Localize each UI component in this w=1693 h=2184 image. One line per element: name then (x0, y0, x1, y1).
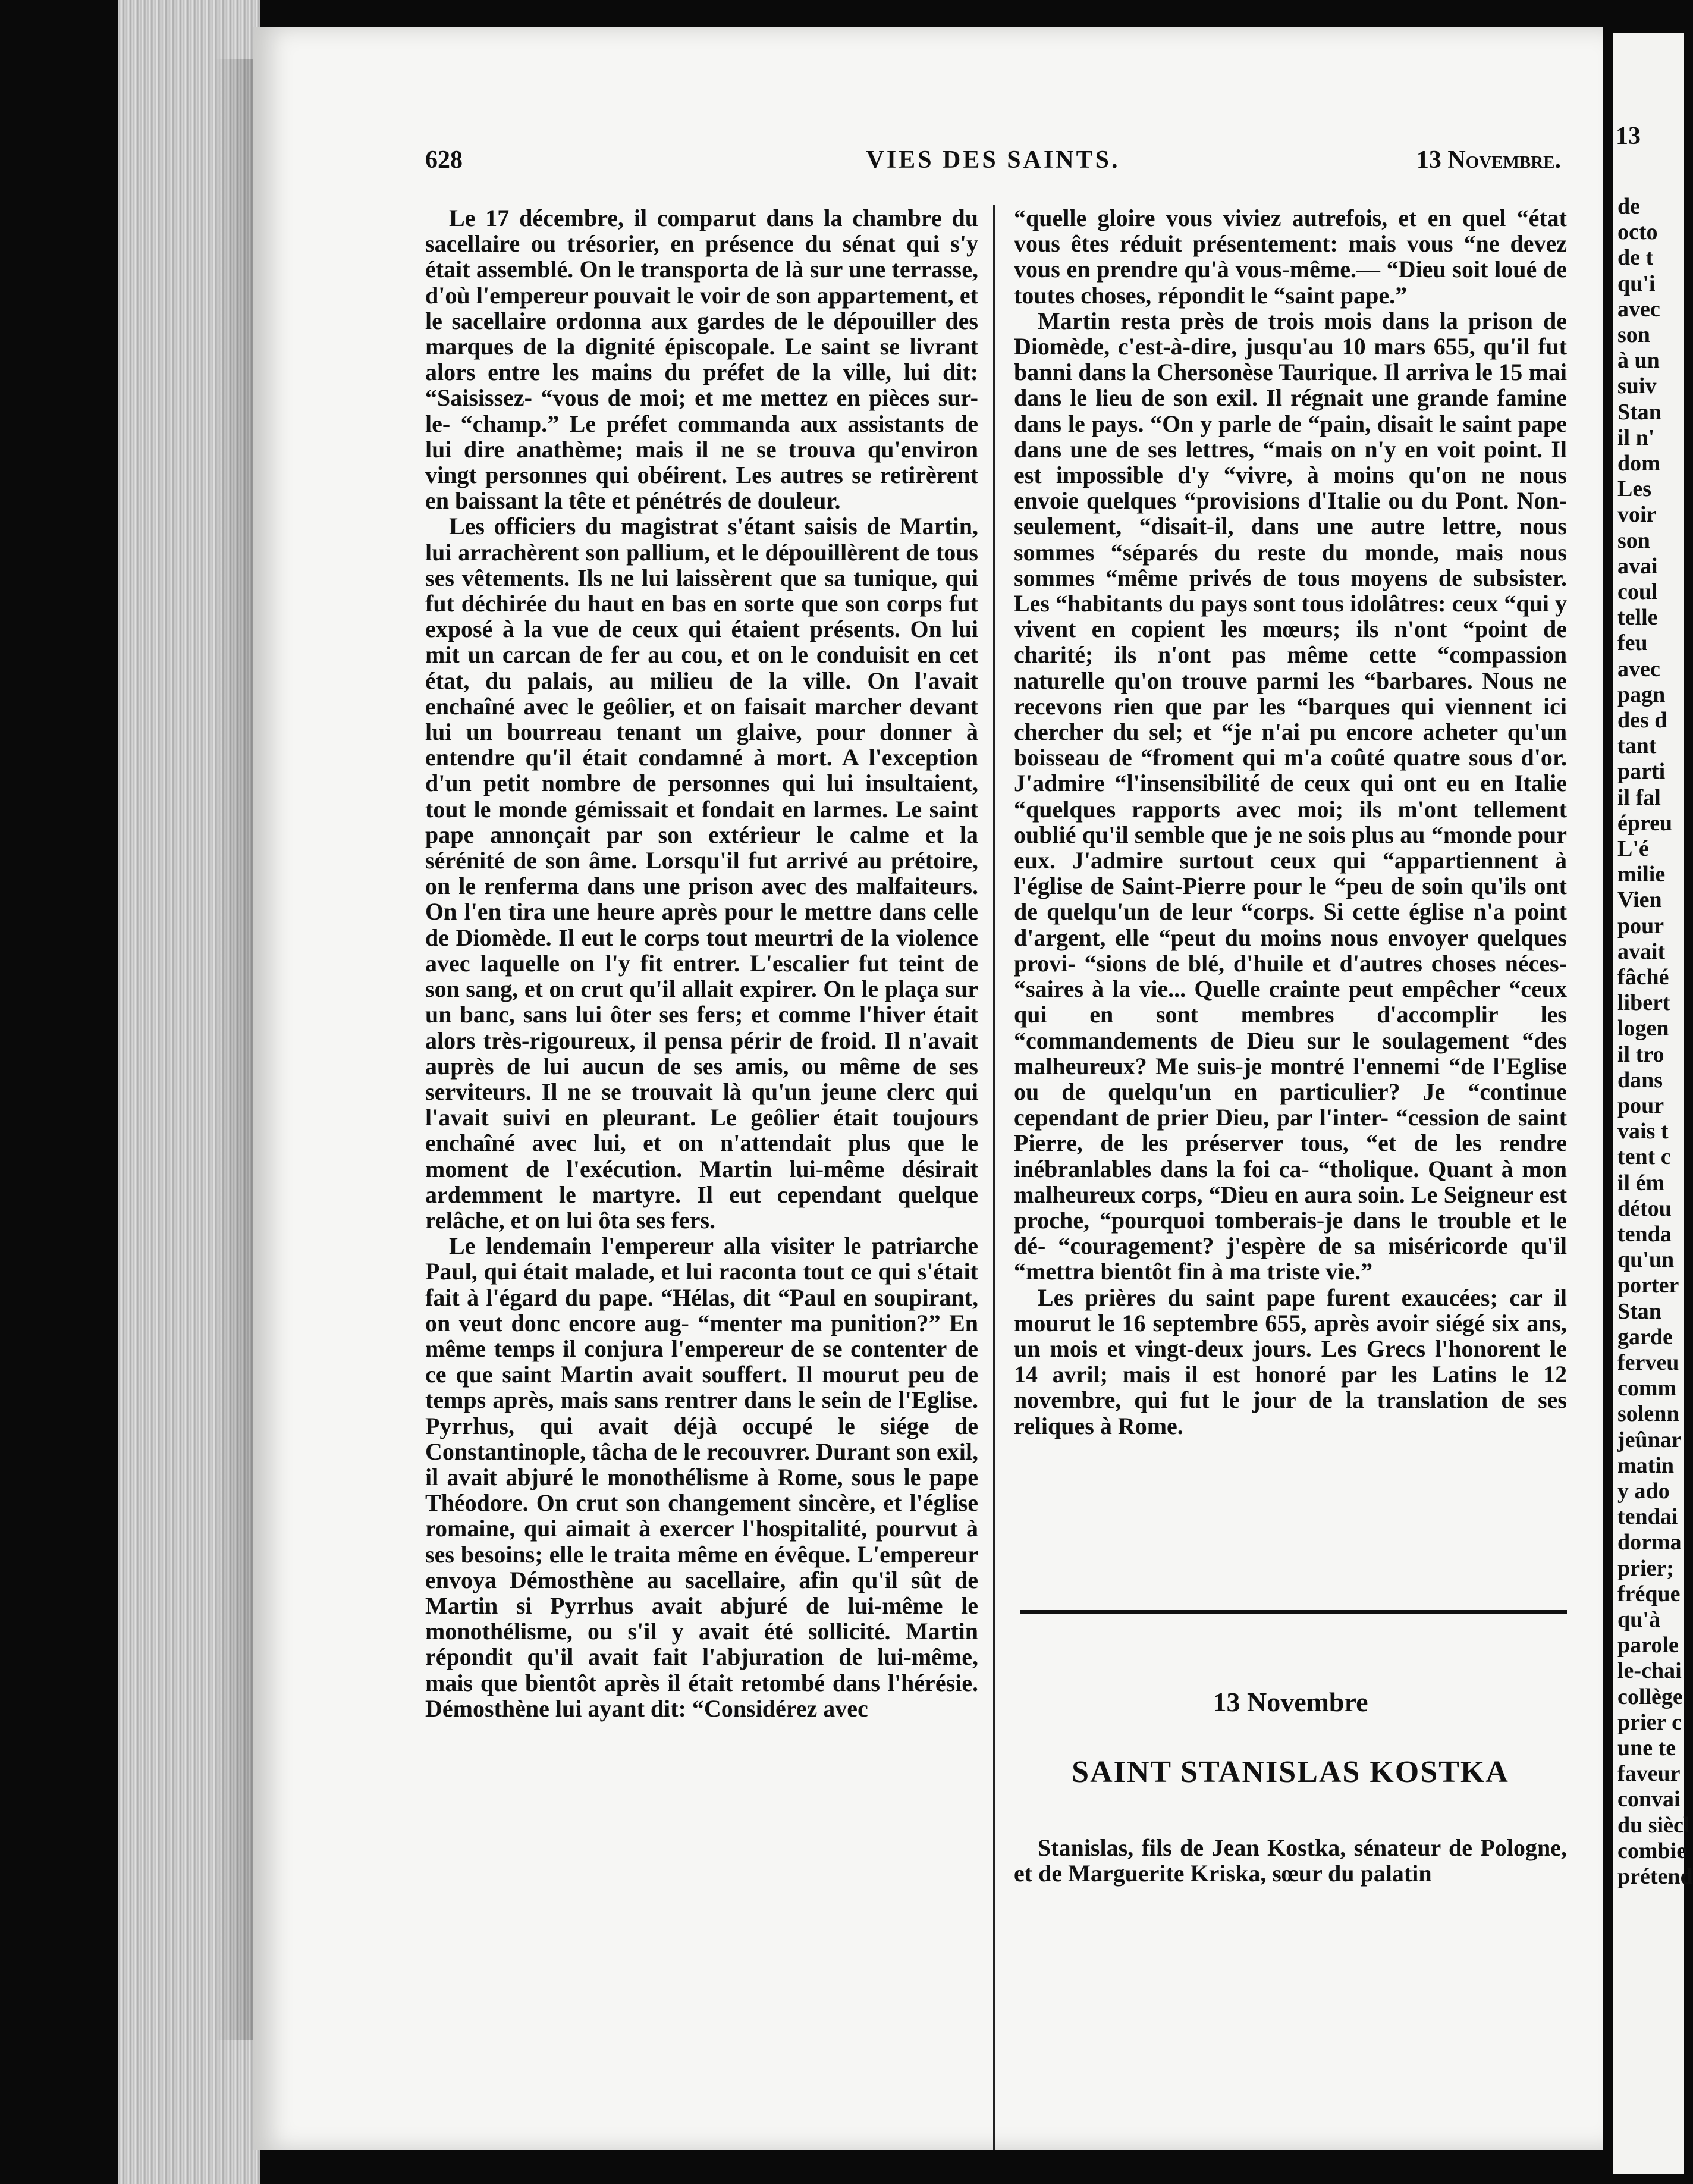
next-page-line: avait (1617, 939, 1666, 964)
page-number: 628 (425, 146, 463, 174)
next-page-line: de t (1617, 245, 1654, 271)
next-page-line: fréque (1617, 1581, 1681, 1606)
next-page-line: prier; (1617, 1555, 1674, 1581)
next-page-line: coul (1617, 579, 1658, 604)
next-page-line: vais t (1617, 1119, 1669, 1144)
next-page-line: Vien (1617, 887, 1662, 913)
next-page-line: dom (1617, 451, 1660, 476)
next-page-line: suiv (1617, 374, 1657, 399)
next-page-line: avec (1617, 656, 1660, 682)
next-page-line: Stan (1617, 399, 1661, 425)
next-page-line: garde (1617, 1324, 1673, 1350)
next-page-line: des d (1617, 708, 1667, 733)
paragraph: Les prières du saint pape furent exaucées; car il mourut le 16 septembre 655, après avoir siégé six ans, un mois et vingt-deux jours. Les Grecs l'honorent le 14 avril; mais il est honoré par les Latins le 12 novembre, qui fut le jour de la translation de ses reliques à Rome. (1014, 1284, 1567, 1439)
next-page-line: convai (1617, 1787, 1681, 1812)
section-divider (1020, 1610, 1567, 1614)
next-page-line: avec (1617, 296, 1660, 322)
next-page-line: de (1617, 194, 1640, 219)
next-page-line: il fal (1617, 785, 1661, 810)
next-page-line: feu (1617, 630, 1648, 656)
next-page-line: collège (1617, 1684, 1683, 1709)
next-page-line: il n' (1617, 425, 1655, 450)
next-page-line: dans (1617, 1067, 1663, 1093)
next-page-line: détou (1617, 1195, 1672, 1221)
next-page-line: épreu (1617, 810, 1673, 836)
next-page-line: son (1617, 528, 1650, 553)
next-page-line: solenn (1617, 1401, 1679, 1427)
paragraph: Le 17 décembre, il comparut dans la chambre du sacellaire ou trésorier, en présence du sénat qui s'y était assemblé. On le transporta de là sur une terrasse, d'où l'empereur pouvait le voir de son appartement, et le sacellaire ordonna aux gardes de le dépouiller des marques de la dignité épiscopale. Le saint se livrant alors entre les mains du préfet de la ville, lui dit: “Saisissez- “vous de moi; et me mettez en pièces sur-le- “champ.” Le préfet commanda aux assistants de lui dire anathème; mais il ne se trouva qu'environ vingt personnes qui obéirent. Les autres se retirèrent en baissant la tête et pénétrés de douleur. (425, 205, 978, 514)
next-page-line: il tro (1617, 1041, 1664, 1067)
next-page-line: le-chai (1617, 1658, 1682, 1684)
paragraph: Les officiers du magistrat s'étant saisis de Martin, lui arrachèrent son pallium, et le dépouillèrent de tous ses vêtements. Ils ne lui laissèrent que sa tunique, qui fut déchirée du haut en bas en sorte que son corps fut exposé à la vue de ceux qui étaient présents. On lui mit un carcan de fer au cou, et on le conduisit en cet état, du palais, au milieu de la ville. On l'avait enchaîné avec le geôlier, et on faisait marcher devant lui un bourreau tenant un glaive, pour donner à entendre qu'il était condamné à mort. A l'exception d'un petit nombre de personnes qui lui insultaient, tout le monde gémissait et fondait en larmes. Le saint pape annonçait par son extérieur le calme et la sérénité de son âme. Lorsqu'il fut arrivé au prétoire, on le renferma dans une prison avec des malfaiteurs. On l'en tira une heure après pour le mettre dans celle de Diomède. Il eut le corps tout meurtri de la violence avec laquelle on l'y fit entrer. L'escalier fut teint de son sang, et on crut qu'il allait expirer. On le plaça sur un banc, sans lui ôter ses fers; et comme l'hiver était alors très-rigoureux, il pensa périr de froid. Il n'avait auprès de lui aucun de ses amis, ou même de ses serviteurs. Il ne se trouvait là qu'un jeune clerc qui l'avait suivi en pleurant. Le geôlier était toujours enchaîné avec lui, et on n'attendait plus que le moment de l'exécution. Martin lui-même désirait ardemment le martyre. Il eut cependant quelque relâche, et on lui ôta ses fers. (425, 513, 978, 1234)
book-page (253, 27, 1603, 2150)
next-page-line: libert (1617, 990, 1670, 1016)
next-page-line: y ado (1617, 1479, 1670, 1504)
next-page-line: qu'à (1617, 1607, 1660, 1632)
next-page-line: prétend (1617, 1864, 1693, 1889)
next-page-line: Stan (1617, 1298, 1661, 1324)
next-page-line: Les (1617, 476, 1651, 502)
section-text (1014, 1835, 1567, 1886)
next-page-line: logen (1617, 1016, 1669, 1041)
next-page-line: tant (1617, 733, 1657, 759)
next-page-line: ferveu (1617, 1350, 1679, 1375)
running-title: VIES DES SAINTS. (866, 146, 1120, 174)
next-page-line: pagn (1617, 682, 1666, 707)
next-page-line: jeûnar (1617, 1427, 1682, 1452)
next-page-line: tenda (1617, 1222, 1672, 1247)
next-page-line: fâché (1617, 965, 1669, 990)
next-page-line: comm (1617, 1376, 1677, 1401)
paragraph: Martin resta près de trois mois dans la prison de Diomède, c'est-à-dire, jusqu'au 10 mars 655, qu'il fut banni dans la Chersonèse Taurique. Il arriva le 15 mai dans le lieu de son exil. Il régnait une grande famine dans le pays. “On y parle de “pain, disait le saint pape dans une de ses lettres, “mais on n'y en voit point. Il est impossible d'y “vivre, à moins qu'on ne nous envoie quelques “provisions d'Italie ou du Pont. Non-seulement, “disait-il, dans une autre lettre, nous sommes “séparés du reste du monde, mais nous sommes “même privés de tous moyens de subsister. Les “habitants du pays sont tous idolâtres: ceux “qui y vivent en copient les mœurs; ils n'ont “point de charité; ils n'ont pas même cette “compassion naturelle qu'on trouve parmi les “barbares. Nous ne recevons rien que par les “barques qui viennent ici chercher du sel; et “je n'ai pu encore acheter qu'un boisseau de “froment qui m'a coûté quatre sous d'or. J'admire “l'insensibilité de ceux qui ont eu en Italie “quelques rapports avec moi; ils m'ont tellement oublié qu'il semble que je ne sois plus au “monde pour eux. J'admire surtout ceux qui “appartiennent à l'église de Saint-Pierre pour le “peu de soin qu'ils ont de quelqu'un de leur “corps. Si cette église n'a point d'argent, elle “peut du moins nous envoyer quelques provi- “sions de blé, d'huile et d'autres choses néces- “saires à la vie... Quelle crainte peut empêcher “ceux qui en sont membres d'accomplir les “commandements de Dieu sur le soulagement “des malheureux? Me suis-je montré l'ennemi “de l'Eglise ou de quelqu'un en particulier? Je “continue cependant de prier Dieu, par l'inter- “cession de saint Pierre, de les préserver tous, “et de les rendre inébranlables dans la foi ca- “tholique. Quant à mon malheureux corps, “Dieu en aura soin. Le Seigneur est proche, “pourquoi tomberais-je dans le trouble et le dé- “couragement? j'espère de sa miséricorde qu'il “mettra bientôt fin à ma triste vie.” (1014, 307, 1567, 1285)
next-page-line: du siècl (1617, 1812, 1690, 1838)
next-page-line: telle (1617, 605, 1658, 630)
next-page-line: à un (1617, 348, 1660, 374)
saint-title: SAINT STANISLAS KOSTKA (1072, 1755, 1509, 1789)
next-page-line: parti (1617, 759, 1666, 785)
running-header (425, 146, 1561, 181)
feast-date: 13 Novembre (1213, 1687, 1368, 1717)
next-page-line: tendai (1617, 1504, 1678, 1530)
next-page-line: faveur (1617, 1761, 1681, 1787)
paragraph: “quelle gloire vous viviez autrefois, et en quel “état vous êtes réduit présentement: mais vous “ne devez vous en prendre qu'à vous-même.— “Dieu soit loué de toutes choses, répondit le “saint pape.” (1014, 205, 1567, 309)
next-page-line: porter (1617, 1273, 1679, 1298)
next-page-line: combie (1617, 1838, 1687, 1863)
next-page-line: parole (1617, 1633, 1679, 1658)
next-page-fragment (1613, 33, 1693, 2174)
next-page-line: pour (1617, 1093, 1664, 1118)
next-page-line: qu'un (1617, 1247, 1675, 1273)
next-page-line: tent c (1617, 1144, 1671, 1170)
right-column (1014, 205, 1567, 1439)
next-page-line: il ém (1617, 1170, 1665, 1195)
next-page-line: milie (1617, 862, 1666, 887)
next-page-line: une te (1617, 1736, 1676, 1761)
next-page-line: prier c (1617, 1709, 1682, 1735)
next-page-line: dorma (1617, 1530, 1682, 1555)
next-page-line: qu'i (1617, 271, 1656, 296)
paragraph: Le lendemain l'empereur alla visiter le patriarche Paul, qui était malade, et lui raconta tout ce qui s'était fait à l'égard du pape. “Hélas, dit “Paul en soupirant, on veut donc encore aug- “menter ma punition?” En même temps il conjura l'empereur de se contenter de ce que saint Martin avait souffert. Il mourut peu de temps après, mais sans rentrer dans le sein de l'Eglise. Pyrrhus, qui avait déjà occupé le siége de Constantinople, tâcha de le recouvrer. Durant son exil, il avait abjuré le monothélisme à Rome, sous le pape Théodore. On crut son changement sincère, et l'église romaine, qui aimait à exercer l'hospitalité, pourvut à ses besoins; elle le traita même en évêque. L'empereur envoya Démosthène au sacellaire, afin qu'il sût de Martin si Pyrrhus avait abjuré de lui-même le monothélisme, ou s'il y avait été sollicité. Martin répondit qu'il avait fait l'abjuration de lui-même, mais que bientôt après il était retombé dans l'hérésie. Démosthène lui ayant dit: “Considérez avec (425, 1232, 978, 1722)
next-page-line: matin (1617, 1452, 1674, 1478)
paragraph: Stanislas, fils de Jean Kostka, sénateur de Pologne, et de Marguerite Kriska, sœur du palatin (1014, 1834, 1567, 1887)
next-page-line: voir (1617, 502, 1657, 528)
left-column (425, 205, 978, 1721)
next-page-number: 13 (1616, 123, 1641, 150)
next-page-line: avai (1617, 553, 1658, 579)
next-page-line: son (1617, 322, 1650, 347)
next-page-line: octo (1617, 219, 1658, 245)
next-page-line: L'é (1617, 836, 1649, 861)
column-rule (993, 205, 995, 2150)
next-page-line: pour (1617, 913, 1664, 939)
header-date: 13 Novembre. (1416, 146, 1561, 174)
